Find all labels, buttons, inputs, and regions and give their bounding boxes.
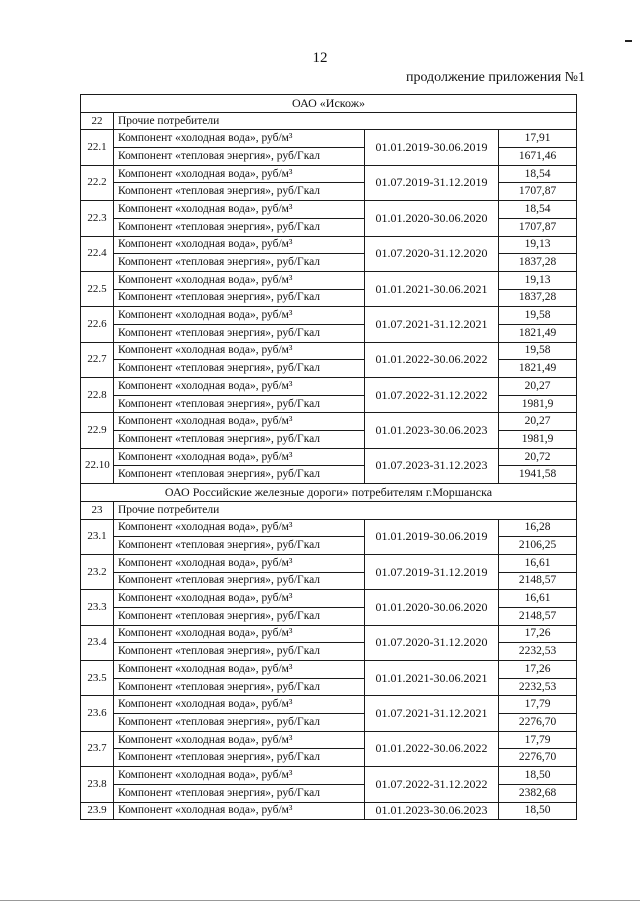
period: 01.07.2019-31.12.2019 bbox=[365, 554, 499, 589]
org-header-row bbox=[81, 484, 577, 502]
water-label: Компонент «холодная вода», руб/м³ bbox=[114, 448, 365, 466]
row-number: 22.6 bbox=[81, 307, 114, 342]
heat-label: Компонент «тепловая энергия», руб/Гкал bbox=[114, 148, 365, 166]
table-row bbox=[81, 678, 577, 696]
heat-value: 2148,57 bbox=[499, 607, 577, 625]
water-label: Компонент «холодная вода», руб/м³ bbox=[114, 201, 365, 219]
table-row bbox=[81, 165, 577, 183]
period: 01.07.2021-31.12.2021 bbox=[365, 696, 499, 731]
period: 01.07.2021-31.12.2021 bbox=[365, 307, 499, 342]
heat-label: Компонент «тепловая энергия», руб/Гкал bbox=[114, 784, 365, 802]
water-label: Компонент «холодная вода», руб/м³ bbox=[114, 802, 365, 820]
table-row bbox=[81, 625, 577, 643]
heat-label: Компонент «тепловая энергия», руб/Гкал bbox=[114, 431, 365, 449]
water-value: 18,50 bbox=[499, 767, 577, 785]
water-value: 16,28 bbox=[499, 519, 577, 537]
page-number: 12 bbox=[312, 50, 328, 66]
row-number: 22.2 bbox=[81, 165, 114, 200]
heat-value: 2106,25 bbox=[499, 537, 577, 555]
water-value: 18,54 bbox=[499, 165, 577, 183]
table-row bbox=[81, 360, 577, 378]
table-row bbox=[81, 696, 577, 714]
heat-label: Компонент «тепловая энергия», руб/Гкал bbox=[114, 572, 365, 590]
water-label: Компонент «холодная вода», руб/м³ bbox=[114, 767, 365, 785]
row-number: 22.4 bbox=[81, 236, 114, 271]
water-value: 17,26 bbox=[499, 661, 577, 679]
water-label: Компонент «холодная вода», руб/м³ bbox=[114, 661, 365, 679]
row-number: 23.4 bbox=[81, 625, 114, 660]
period: 01.01.2021-30.06.2021 bbox=[365, 661, 499, 696]
water-value: 16,61 bbox=[499, 590, 577, 608]
row-number: 22.1 bbox=[81, 130, 114, 165]
water-label: Компонент «холодная вода», руб/м³ bbox=[114, 625, 365, 643]
table-row bbox=[81, 395, 577, 413]
water-label: Компонент «холодная вода», руб/м³ bbox=[114, 590, 365, 608]
period: 01.01.2023-30.06.2023 bbox=[365, 413, 499, 448]
period: 01.07.2023-31.12.2023 bbox=[365, 448, 499, 483]
heat-value: 2232,53 bbox=[499, 643, 577, 661]
table-row bbox=[81, 289, 577, 307]
heat-value: 2148,57 bbox=[499, 572, 577, 590]
page-bottom-line bbox=[0, 900, 640, 901]
org-header-row bbox=[81, 95, 577, 113]
table-row bbox=[81, 148, 577, 166]
heat-label: Компонент «тепловая энергия», руб/Гкал bbox=[114, 254, 365, 272]
period: 01.01.2019-30.06.2019 bbox=[365, 519, 499, 554]
period: 01.07.2019-31.12.2019 bbox=[365, 165, 499, 200]
water-label: Компонент «холодная вода», руб/м³ bbox=[114, 696, 365, 714]
water-label: Компонент «холодная вода», руб/м³ bbox=[114, 130, 365, 148]
corner-mark bbox=[625, 40, 632, 42]
heat-label: Компонент «тепловая энергия», руб/Гкал bbox=[114, 183, 365, 201]
heat-label: Компонент «тепловая энергия», руб/Гкал bbox=[114, 537, 365, 555]
table-row bbox=[81, 749, 577, 767]
table-row bbox=[81, 271, 577, 289]
water-value: 17,91 bbox=[499, 130, 577, 148]
water-label: Компонент «холодная вода», руб/м³ bbox=[114, 731, 365, 749]
tariff-table-body bbox=[81, 95, 577, 820]
row-number: 22.8 bbox=[81, 378, 114, 413]
period: 01.01.2023-30.06.2023 bbox=[365, 802, 499, 820]
water-label: Компонент «холодная вода», руб/м³ bbox=[114, 554, 365, 572]
org-name: ОАО «Искож» bbox=[81, 95, 577, 113]
heat-value: 1821,49 bbox=[499, 324, 577, 342]
table-row bbox=[81, 236, 577, 254]
tariff-table bbox=[80, 94, 577, 820]
period: 01.07.2022-31.12.2022 bbox=[365, 767, 499, 802]
water-label: Компонент «холодная вода», руб/м³ bbox=[114, 271, 365, 289]
period: 01.07.2020-31.12.2020 bbox=[365, 625, 499, 660]
period: 01.07.2022-31.12.2022 bbox=[365, 378, 499, 413]
table-row bbox=[81, 307, 577, 325]
row-number: 23.1 bbox=[81, 519, 114, 554]
period: 01.01.2020-30.06.2020 bbox=[365, 201, 499, 236]
table-row bbox=[81, 607, 577, 625]
table-row bbox=[81, 342, 577, 360]
water-label: Компонент «холодная вода», руб/м³ bbox=[114, 378, 365, 396]
row-number: 22.5 bbox=[81, 271, 114, 306]
table-row bbox=[81, 802, 577, 820]
group-number: 23 bbox=[81, 501, 114, 519]
row-number: 23.8 bbox=[81, 767, 114, 802]
period: 01.01.2022-30.06.2022 bbox=[365, 342, 499, 377]
heat-label: Компонент «тепловая энергия», руб/Гкал bbox=[114, 218, 365, 236]
row-number: 22.9 bbox=[81, 413, 114, 448]
heat-value: 1671,46 bbox=[499, 148, 577, 166]
row-number: 23.5 bbox=[81, 661, 114, 696]
heat-label: Компонент «тепловая энергия», руб/Гкал bbox=[114, 714, 365, 732]
period: 01.01.2021-30.06.2021 bbox=[365, 271, 499, 306]
heat-value: 2276,70 bbox=[499, 714, 577, 732]
water-label: Компонент «холодная вода», руб/м³ bbox=[114, 413, 365, 431]
heat-label: Компонент «тепловая энергия», руб/Гкал bbox=[114, 749, 365, 767]
period: 01.01.2020-30.06.2020 bbox=[365, 590, 499, 625]
water-value: 19,58 bbox=[499, 307, 577, 325]
heat-value: 2232,53 bbox=[499, 678, 577, 696]
group-label: Прочие потребители bbox=[114, 501, 577, 519]
table-row bbox=[81, 201, 577, 219]
row-number: 23.6 bbox=[81, 696, 114, 731]
period: 01.01.2019-30.06.2019 bbox=[365, 130, 499, 165]
water-value: 19,58 bbox=[499, 342, 577, 360]
heat-label: Компонент «тепловая энергия», руб/Гкал bbox=[114, 678, 365, 696]
water-value: 18,54 bbox=[499, 201, 577, 219]
table-row bbox=[81, 784, 577, 802]
table-row bbox=[81, 714, 577, 732]
water-value: 17,79 bbox=[499, 731, 577, 749]
table-row bbox=[81, 254, 577, 272]
row-number: 22.3 bbox=[81, 201, 114, 236]
table-row bbox=[81, 431, 577, 449]
period: 01.01.2022-30.06.2022 bbox=[365, 731, 499, 766]
heat-value: 1837,28 bbox=[499, 254, 577, 272]
water-label: Компонент «холодная вода», руб/м³ bbox=[114, 236, 365, 254]
water-value: 20,27 bbox=[499, 378, 577, 396]
water-label: Компонент «холодная вода», руб/м³ bbox=[114, 307, 365, 325]
water-value: 18,50 bbox=[499, 802, 577, 820]
table-row bbox=[81, 661, 577, 679]
table-row bbox=[81, 731, 577, 749]
heat-value: 1837,28 bbox=[499, 289, 577, 307]
heat-value: 1981,9 bbox=[499, 395, 577, 413]
heat-label: Компонент «тепловая энергия», руб/Гкал bbox=[114, 607, 365, 625]
water-value: 20,27 bbox=[499, 413, 577, 431]
row-number: 23.3 bbox=[81, 590, 114, 625]
table-row bbox=[81, 130, 577, 148]
heat-label: Компонент «тепловая энергия», руб/Гкал bbox=[114, 395, 365, 413]
heat-label: Компонент «тепловая энергия», руб/Гкал bbox=[114, 324, 365, 342]
water-label: Компонент «холодная вода», руб/м³ bbox=[114, 342, 365, 360]
water-value: 19,13 bbox=[499, 271, 577, 289]
water-value: 17,26 bbox=[499, 625, 577, 643]
table-row bbox=[81, 466, 577, 484]
table-row bbox=[81, 218, 577, 236]
table-row bbox=[81, 554, 577, 572]
group-row bbox=[81, 112, 577, 130]
group-row bbox=[81, 501, 577, 519]
table-row bbox=[81, 643, 577, 661]
water-label: Компонент «холодная вода», руб/м³ bbox=[114, 165, 365, 183]
heat-value: 1981,9 bbox=[499, 431, 577, 449]
table-row bbox=[81, 537, 577, 555]
row-number: 23.7 bbox=[81, 731, 114, 766]
water-value: 20,72 bbox=[499, 448, 577, 466]
heat-value: 1707,87 bbox=[499, 183, 577, 201]
heat-label: Компонент «тепловая энергия», руб/Гкал bbox=[114, 643, 365, 661]
water-value: 19,13 bbox=[499, 236, 577, 254]
table-row bbox=[81, 767, 577, 785]
water-value: 17,79 bbox=[499, 696, 577, 714]
table-row bbox=[81, 183, 577, 201]
heat-value: 2382,68 bbox=[499, 784, 577, 802]
heat-value: 2276,70 bbox=[499, 749, 577, 767]
row-number: 22.10 bbox=[81, 448, 114, 483]
row-number: 22.7 bbox=[81, 342, 114, 377]
heat-value: 1941,58 bbox=[499, 466, 577, 484]
water-value: 16,61 bbox=[499, 554, 577, 572]
table-row bbox=[81, 448, 577, 466]
table-row bbox=[81, 413, 577, 431]
appendix-note: продолжение приложения №1 bbox=[405, 70, 585, 85]
table-row bbox=[81, 572, 577, 590]
org-name: ОАО Российские железные дороги» потребителям г.Моршанска bbox=[81, 484, 577, 502]
table-row bbox=[81, 324, 577, 342]
heat-value: 1707,87 bbox=[499, 218, 577, 236]
period: 01.07.2020-31.12.2020 bbox=[365, 236, 499, 271]
heat-label: Компонент «тепловая энергия», руб/Гкал bbox=[114, 466, 365, 484]
row-number: 23.2 bbox=[81, 554, 114, 589]
heat-label: Компонент «тепловая энергия», руб/Гкал bbox=[114, 360, 365, 378]
heat-label: Компонент «тепловая энергия», руб/Гкал bbox=[114, 289, 365, 307]
table-row bbox=[81, 519, 577, 537]
group-number: 22 bbox=[81, 112, 114, 130]
row-number: 23.9 bbox=[81, 802, 114, 820]
water-label: Компонент «холодная вода», руб/м³ bbox=[114, 519, 365, 537]
table-row bbox=[81, 590, 577, 608]
heat-value: 1821,49 bbox=[499, 360, 577, 378]
group-label: Прочие потребители bbox=[114, 112, 577, 130]
table-row bbox=[81, 378, 577, 396]
